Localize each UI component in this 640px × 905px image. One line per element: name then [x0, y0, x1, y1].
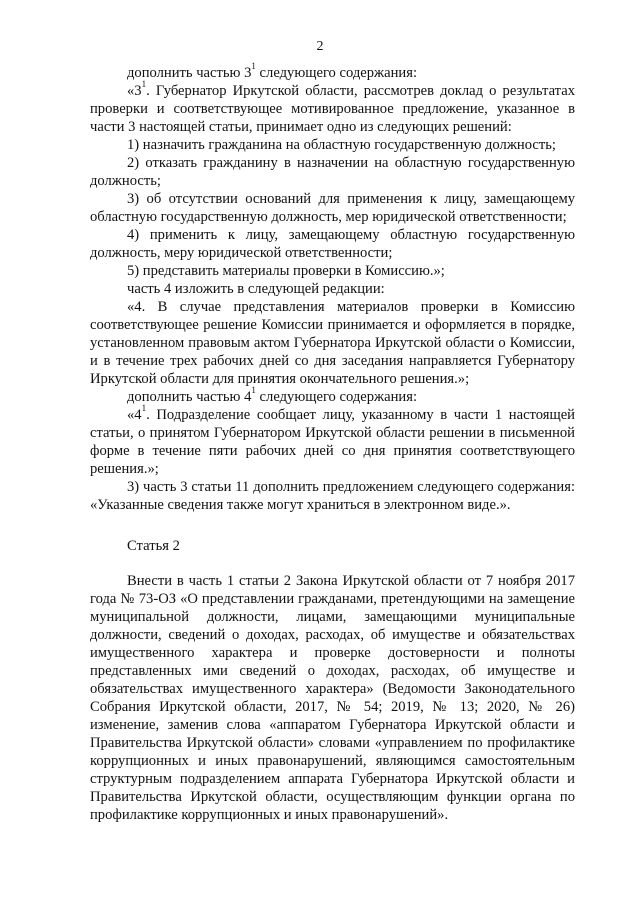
page-number: 2 — [316, 39, 324, 54]
paragraph-text: . Подразделение сообщает лицу, указанному в части 1 настоящей статьи, о принятом Губернатором Иркутской области решении в письменной форме в течение пяти рабочих дней со дня принятия соответствующего решения.»; — [90, 407, 575, 477]
article-heading: Статья 2 — [127, 538, 180, 554]
paragraph — [90, 385, 575, 406]
paragraph: 2) отказать гражданину в назначении на областную государственную должность; — [90, 155, 575, 189]
article-paragraph: Внести в часть 1 статьи 2 Закона Иркутской области от 7 ноября 2017 года № 73-ОЗ «О представлении гражданами, претендующими на замещение муниципальной должности, лицами, замещающими муниципальные должности, сведений о доходах, расходах, об имуществе и обязательствах имущественного характера и проверке достоверности и полноты представленных ими сведений о доходах, расходах, об имуществе и обязательствах имущественного характера» (Ведомости Законодательного Собрания Иркутской области, 2017, № 54; 2019, № 13; 2020, № 26) изменение, заменив слова «аппаратом Губернатора Иркутской области и Правительства Иркутской области» словами «управлением по профилактике коррупционных и иных правонарушений, являющимся самостоятельным структурным подразделением аппарата Губернатора Иркутской области и Правительства Иркутской области, осуществляющим функции органа по профилактике коррупционных и иных правонарушений». — [90, 573, 575, 823]
paragraph — [90, 61, 575, 82]
article-heading-block — [90, 537, 575, 555]
paragraph-text: следующего содержания: — [255, 65, 418, 81]
amendments-block — [90, 61, 575, 514]
paragraph: 4) применить к лицу, замещающему областную государственную должность, меру юридической ответственности; — [90, 227, 575, 261]
paragraph — [90, 403, 575, 478]
superscript: 1 — [251, 385, 256, 396]
paragraph-text: дополнить частью 4 — [127, 389, 252, 405]
paragraph-text: следующего содержания: — [255, 389, 418, 405]
paragraph: 1) назначить гражданина на областную государственную должность; — [127, 137, 556, 153]
paragraph: 3) часть 3 статьи 11 дополнить предложением следующего содержания: «Указанные сведения также могут храниться в электронном виде.». — [90, 479, 575, 513]
paragraph: 5) представить материалы проверки в Комиссию.»; — [127, 263, 445, 279]
paragraph-text: «4 — [127, 407, 142, 423]
article-body-block — [90, 572, 575, 824]
superscript: 1 — [141, 79, 147, 90]
paragraph-text: дополнить частью 3 — [127, 65, 252, 81]
paragraph-text: . Губернатор Иркутской области, рассмотрев доклад о результатах проверки и соответствующее мотивированное предложение, указанное в части 3 настоящей статьи, принимает одно из следующих решений: — [90, 83, 575, 135]
paragraph: «4. В случае представления материалов проверки в Комиссию соответствующее решение Комиссии принимается и оформляется в порядке, установленном правовым актом Губернатора Иркутской области о Комиссии, и в течение трех рабочих дней со дня заседания направляется Губернатору Иркутской области для принятия окончательного решения.»; — [90, 299, 575, 387]
paragraph: часть 4 изложить в следующей редакции: — [127, 281, 385, 297]
paragraph-text: «3 — [127, 83, 142, 99]
paragraph — [90, 79, 575, 136]
paragraph: 3) об отсутствии оснований для применения к лицу, замещающему областную государственную должность, мер юридической ответственности; — [90, 191, 575, 225]
superscript: 1 — [141, 403, 147, 414]
superscript: 1 — [251, 61, 256, 72]
